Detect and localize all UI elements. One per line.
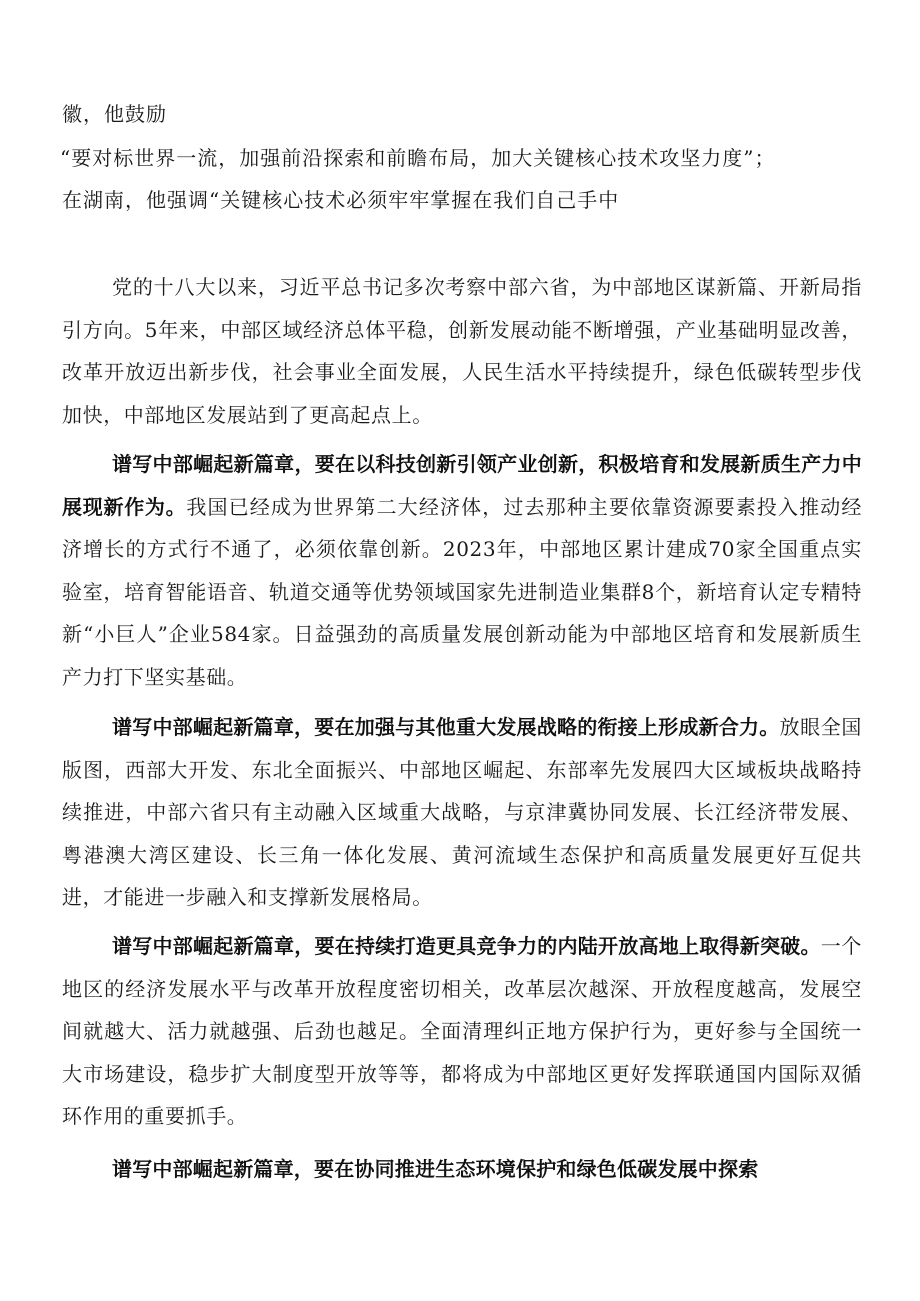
paragraph-lead: 谱写中部崛起新篇章，要在加强与其他重大发展战略的衔接上形成新合力。 (112, 715, 780, 739)
paragraph-green-development (62, 1148, 862, 1191)
paragraph-intro (62, 266, 862, 436)
fragment-line-3: 在湖南，他强调“关键核心技术必须牢牢掌握在我们自己手中 (62, 188, 620, 212)
paragraph-lead: 谱写中部崛起新篇章，要在协同推进生态环境保护和绿色低碳发展中探索 (112, 1157, 759, 1181)
fragment-line-2: “要对标世界一流，加强前沿探索和前瞻布局，加大关键核心技术攻坚力度”； (60, 146, 776, 170)
paragraph-body: 一个地区的经济发展水平与改革开放程度密切相关，改革层次越深、开放程度越高，发展空间就越大、活力就越强、后劲也越足。全面清理纠正地方保护行为，更好参与全国统一大市场建设，稳步扩大制度型开放等等，都将成为中部地区更好发挥联通国内国际双循环作用的重要抓手。 (62, 934, 862, 1129)
paragraph-strategy-synergy (62, 706, 862, 919)
paragraph-body: 放眼全国版图，西部大开发、东北全面振兴、中部地区崛起、东部率先发展四大区域板块战略持续推进，中部六省只有主动融入区域重大战略，与京津冀协同发展、长江经济带发展、粤港澳大湾区建设、长三角一体化发展、黄河流域生态保护和高质量发展更好互促共进，才能进一步融入和支撑新发展格局。 (62, 715, 862, 910)
paragraph-inland-opening (62, 925, 862, 1138)
paragraph-lead: 谱写中部崛起新篇章，要在以科技创新引领产业创新，积极培育和发展新质生产力中展现新作为。 (62, 452, 862, 519)
paragraph-body: 我国已经成为世界第二大经济体，过去那种主要依靠资源要素投入推动经济增长的方式行不通了，必须依靠创新。2023年，中部地区累计建成70家全国重点实验室，培育智能语音、轨道交通等优势领域国家先进制造业集群8个，新培育认定专精特新“小巨人”企业584家。日益强劲的高质量发展创新动能为中部地区培育和发展新质生产力打下坚实基础。 (62, 494, 863, 689)
paragraph-tech-innovation (62, 443, 862, 699)
paragraph-lead: 谱写中部崛起新篇章，要在持续打造更具竞争力的内陆开放高地上取得新突破。 (112, 934, 821, 958)
fragment-line-1: 徽，他鼓励 (62, 102, 167, 126)
paragraph-body: 党的十八大以来，习近平总书记多次考察中部六省，为中部地区谋新篇、开新局指引方向。5年来，中部区域经济总体平稳，创新发展动能不断增强，产业基础明显改善，改革开放迈出新步伐，社会事业全面发展，人民生活水平持续提升，绿色低碳转型步伐加快，中部地区发展站到了更高起点上。 (62, 275, 862, 427)
